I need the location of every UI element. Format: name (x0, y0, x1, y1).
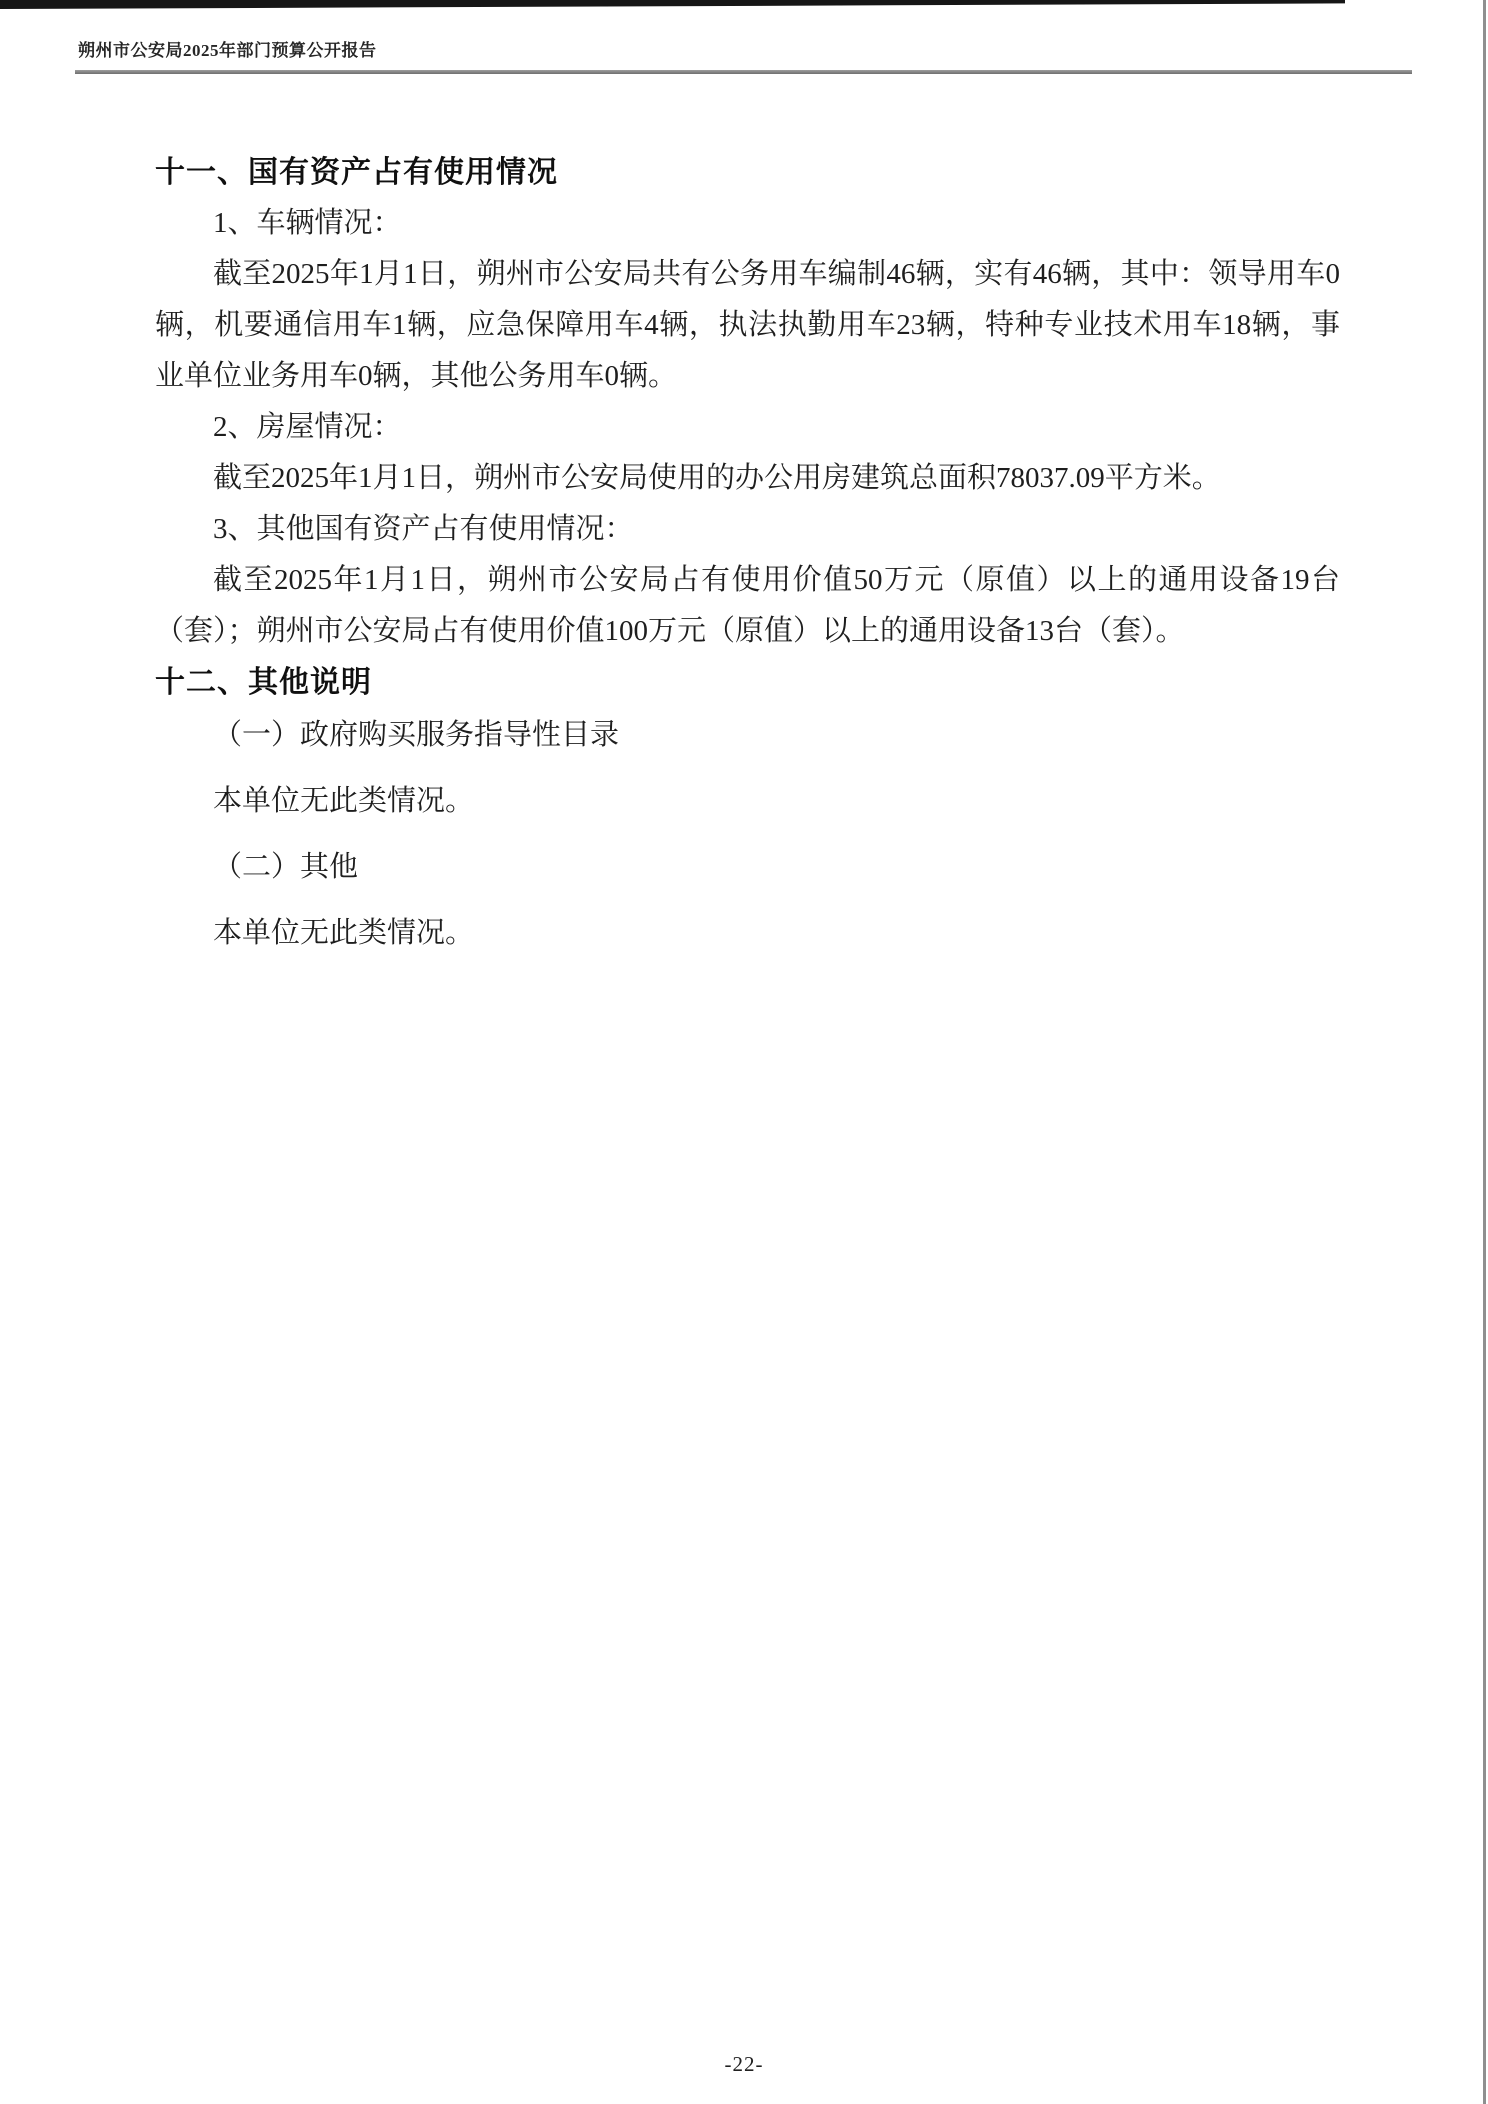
paragraph-other-assets-label: 3、其他国有资产占有使用情况： (213, 513, 634, 545)
paragraph-vehicles-label: 1、车辆情况： (213, 207, 402, 239)
section-heading-other-notes: 十二、其他说明 (155, 666, 372, 699)
section-state-owned-assets (155, 147, 1340, 657)
paragraph-other-label: （二）其他 (213, 851, 359, 883)
scan-artifact-right-edge-line (1483, 0, 1486, 2104)
section-other-notes (155, 657, 1340, 959)
scan-artifact-top-bar (0, 0, 1345, 9)
paragraph-housing-detail: 截至2025年1月1日，朔州市公安局使用的办公用房建筑总面积78037.09平方米。 (213, 462, 1221, 494)
paragraph-other-assets-detail: 截至2025年1月1日，朔州市公安局占有使用价值50万元（原值）以上的通用设备19台（套）；朔州市公安局占有使用价值100万元（原值）以上的通用设备13台（套）。 (155, 564, 1340, 647)
paragraph-housing-label: 2、房屋情况： (213, 411, 402, 443)
header-divider-rule (75, 70, 1412, 74)
document-body (155, 147, 1340, 959)
section-heading-state-assets: 十一、国有资产占有使用情况 (155, 156, 558, 189)
page-footer (0, 2052, 1488, 2077)
page-number: -22- (724, 2052, 764, 2076)
document-header-title: 朔州市公安局2025年部门预算公开报告 (78, 41, 377, 60)
paragraph-no-such-case-1: 本单位无此类情况。 (213, 785, 475, 817)
paragraph-vehicles-detail: 截至2025年1月1日，朔州市公安局共有公务用车编制46辆，实有46辆，其中：领导用车0辆，机要通信用车1辆，应急保障用车4辆，执法执勤用车23辆，特种专业技术用车18辆，事业单位业务用车0辆，其他公务用车0辆。 (155, 258, 1340, 392)
paragraph-gov-purchase-catalog: （一）政府购买服务指导性目录 (213, 719, 620, 751)
paragraph-no-such-case-2: 本单位无此类情况。 (213, 917, 475, 949)
